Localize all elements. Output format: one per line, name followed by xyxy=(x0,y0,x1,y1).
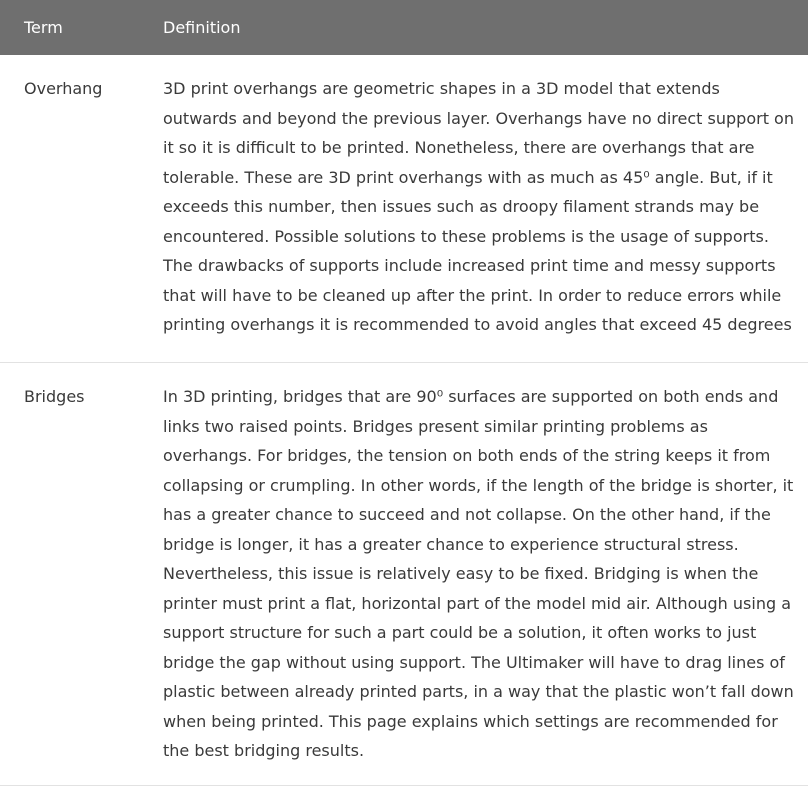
definition-cell: In 3D printing, bridges that are 90⁰ surfaces are supported on both ends and links two raised points. Bridges present similar printing problems as overhangs. For bridges, the tension on both ends of the string keeps it from collapsing or crumpling. In other words, if the length of the bridge is shorter, it has a greater chance to succeed and not collapse. On the other hand, if the bridge is longer, it has a greater chance to experience structural stress. Nevertheless, this issue is relatively easy to be fixed. Bridging is when the printer must print a flat, horizontal part of the model mid air. Although using a support structure for such a part could be a solution, it often works to just bridge the gap without using support. The Ultimaker will have to drag lines of plastic between already printed parts, in a way that the plastic won’t fall down when being printed. This page explains which settings are recommended for the best bridging results. xyxy=(163,387,794,760)
definition-cell: 3D print overhangs are geometric shapes in a 3D model that extends outwards and beyond the previous layer. Overhangs have no direct support on it so it is difficult to be printed. Nonetheless, there are overhangs that are tolerable. These are 3D print overhangs with as much as 45⁰ angle. But, if it exceeds this number, then issues such as droopy filament strands may be encountered. Possible solutions to these problems is the usage of supports. The drawbacks of supports include increased print time and messy supports that will have to be cleaned up after the print. In order to reduce errors while printing overhangs it is recommended to avoid angles that exceed 45 degrees xyxy=(163,79,794,334)
term-column-header: Term xyxy=(24,18,63,37)
table-header xyxy=(0,0,808,55)
definition-column-header: Definition xyxy=(163,18,241,37)
table-row xyxy=(0,55,808,363)
table-row xyxy=(0,363,808,786)
term-cell: Bridges xyxy=(24,387,85,406)
term-cell: Overhang xyxy=(24,79,103,98)
